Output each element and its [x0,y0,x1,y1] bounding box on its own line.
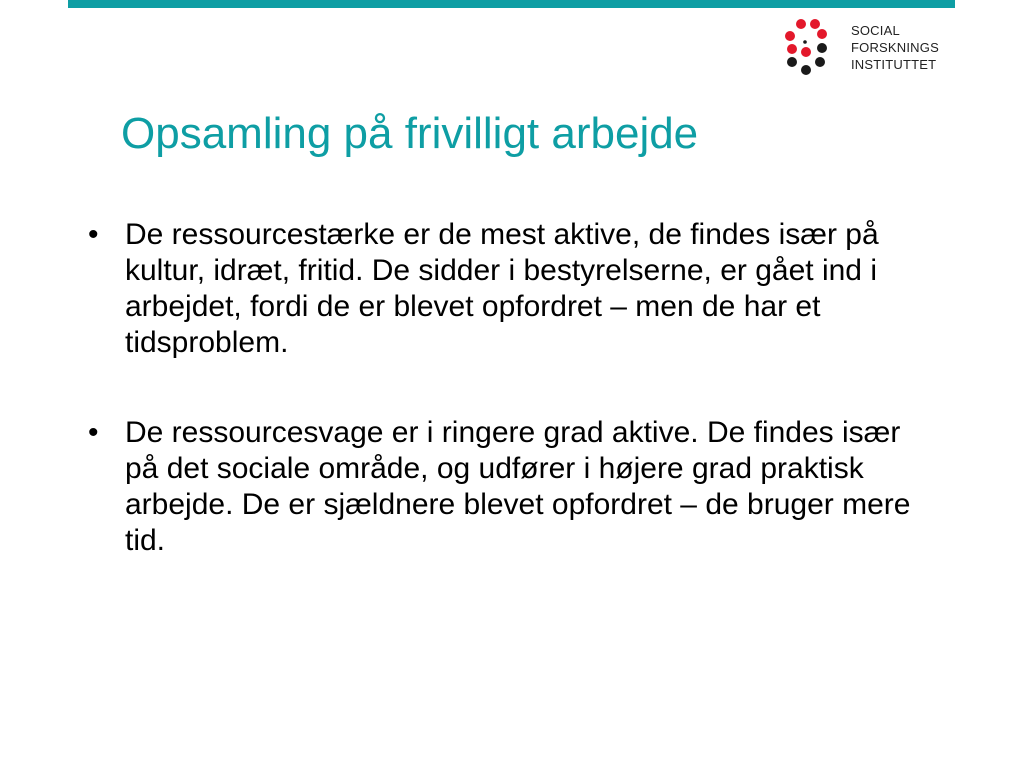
sfi-logo [784,18,964,88]
slide-title: Opsamling på frivilligt arbejde [121,109,699,158]
logo-line-3: INSTITUTTET [851,57,937,72]
top-accent-bar [68,0,955,8]
bullet-text: De ressourcestærke er de mest aktive, de findes især på kultur, idræt, fritid. De sidder i bestyrelserne, er gået ind i arbejdet, fordi de er blevet opfordret – men de har et tidsproblem. [125,218,879,359]
logo-line-2: FORSKNINGS [851,40,939,55]
bullet-list [80,217,940,613]
bullet-dot-icon: • [88,218,99,251]
bullet-item [80,217,940,361]
logo-line-1: SOCIAL [851,23,900,38]
bullet-dot-icon: • [88,416,99,449]
dot-cluster-logo-icon [784,18,836,82]
bullet-item [80,415,940,559]
bullet-text: De ressourcesvage er i ringere grad aktive. De findes især på det sociale område, og udfører i højere grad praktisk arbejde. De er sjældnere blevet opfordret – de bruger mere tid. [125,416,911,557]
logo-wordmark [851,22,939,73]
